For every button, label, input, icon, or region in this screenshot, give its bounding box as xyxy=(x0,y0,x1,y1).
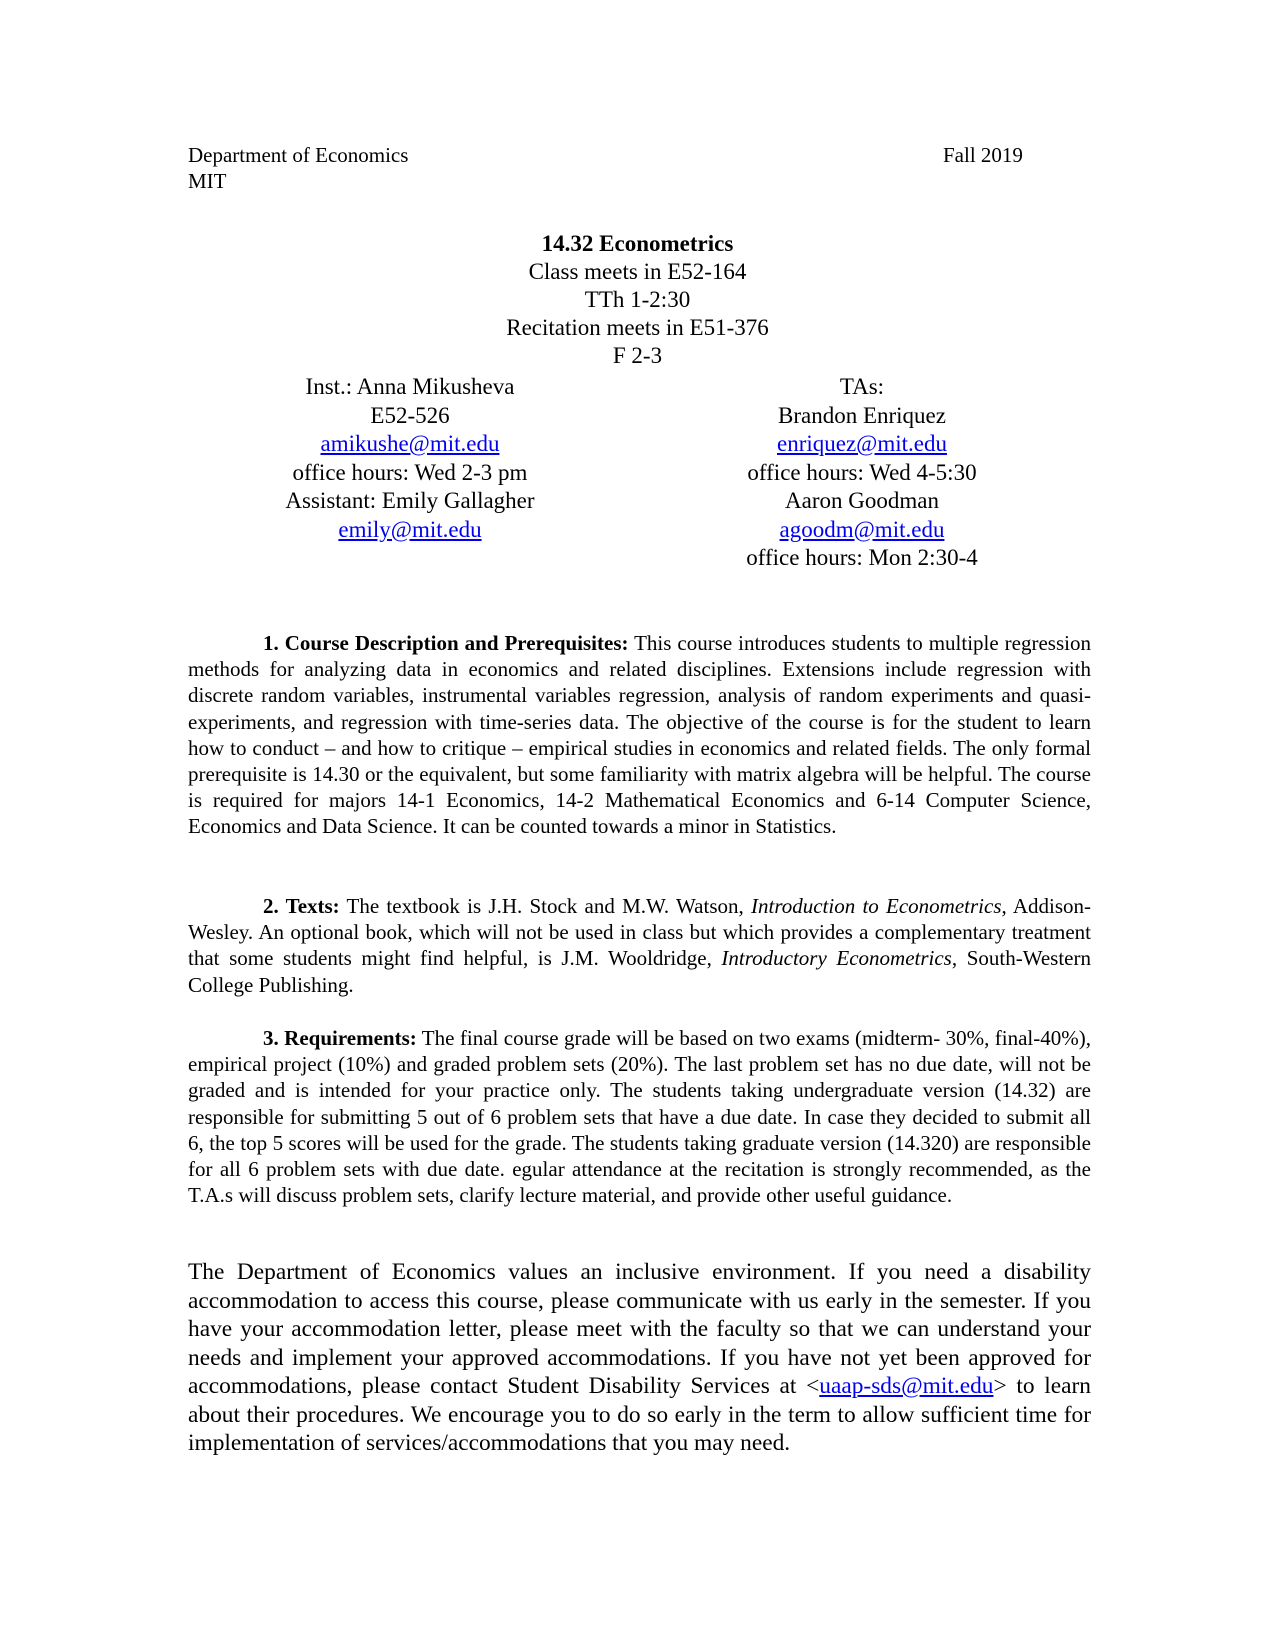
assistant-email-link[interactable]: emily@mit.edu xyxy=(338,516,482,542)
section-2-text-a: The textbook is J.H. Stock and M.W. Watson, xyxy=(339,894,751,918)
ta-heading: TAs: xyxy=(839,374,885,399)
ta1-email-link[interactable]: enriquez@mit.edu xyxy=(777,431,947,456)
ta2-email-link[interactable]: agoodm@mit.edu xyxy=(779,516,945,542)
institution-name: MIT xyxy=(188,169,227,193)
section-texts xyxy=(188,893,1091,998)
recitation-time: F 2-3 xyxy=(612,343,663,368)
header-left xyxy=(188,142,408,194)
ta2-name: Aaron Goodman xyxy=(785,488,939,513)
instructor-office: E52-526 xyxy=(370,402,450,428)
ta2-office-hours: office hours: Mon 2:30-4 xyxy=(746,545,978,570)
section-requirements xyxy=(188,1025,1091,1208)
ta1-name: Brandon Enriquez xyxy=(778,402,946,428)
section-3-heading: 3. Requirements: xyxy=(263,1026,417,1050)
section-1-heading: 1. Course Description and Prerequisites: xyxy=(263,631,629,655)
instructor-office-hours: office hours: Wed 2-3 pm xyxy=(292,459,528,485)
accessibility-text-a: The Department of Economics values an inclusive environment. If you need a disability accommodation to access this course, please communicate with us early in the semester. If you have your accommodation letter, please meet with the faculty so that we can understand your needs and implement your approved accommodations. If you have not yet been approved for accommodations, please contact Student Disability Services at < xyxy=(188,1259,1091,1399)
ta-block xyxy=(712,373,1012,573)
section-1-text: This course introduces students to multiple regression methods for analyzing data in economics and related disciplines. Extensions include regression with discrete random variables, instrumental variables regression, analysis of random experiments and quasi-experiments, and regression with time-series data. The objective of the course is for the student to learn how to conduct – and how to critique – empirical studies in economics and related fields. The only formal prerequisite is 14.30 or the equivalent, but some familiarity with matrix algebra will be helpful. The course is required for majors 14-1 Economics, 14-2 Mathematical Economics and 6-14 Computer Science, Economics and Data Science. It can be counted towards a minor in Statistics. xyxy=(188,631,1091,839)
instructor-email-link[interactable]: amikushe@mit.edu xyxy=(320,431,500,456)
accessibility-text-b: > to learn about their procedures. We encourage you to do so early in the term to allow sufficient time for implementation of services/accommodations that you may need. xyxy=(188,1373,1092,1456)
optional-book-title: Introductory Econometrics xyxy=(721,946,952,971)
instructor-name: Inst.: Anna Mikusheva xyxy=(305,374,515,399)
section-course-description xyxy=(188,630,1091,840)
disability-services-email-link[interactable]: uaap-sds@mit.edu xyxy=(819,1373,994,1399)
accessibility-statement xyxy=(188,1258,1091,1458)
section-2-heading: 2. Texts: xyxy=(263,894,340,918)
term-label: Fall 2019 xyxy=(943,143,1023,167)
course-title-block xyxy=(0,230,1275,370)
section-3-text: The final course grade will be based on two exams (midterm- 30%, final-40%), empirical project (10%) and graded problem sets (20%). The last problem set has no due date, will not be graded and is intended for your practice only. The students taking undergraduate version (14.32) are responsible for submitting 5 out of 6 problem sets that have a due date. In case they decided to submit all 6, the top 5 scores will be used for the grade. The students taking graduate version (14.320) are responsible for all 6 problem sets with due date. egular attendance at the recitation is strongly recommended, as the T.A.s will discuss problem sets, clarify lecture material, and provide other useful guidance. xyxy=(188,1026,1091,1208)
instructor-block xyxy=(260,373,560,544)
class-time: TTh 1-2:30 xyxy=(584,287,691,312)
assistant-name: Assistant: Emily Gallagher xyxy=(285,488,535,513)
section-2-text-b: , Addison-Wesley. An optional book, which will not be used in class but which provides a complementary treatment that some students might find helpful, is J.M. Wooldridge, xyxy=(188,894,1091,971)
ta1-office-hours: office hours: Wed 4-5:30 xyxy=(747,459,977,485)
department-name: Department of Economics xyxy=(188,143,409,167)
section-2-text-c: , South-Western College Publishing. xyxy=(188,946,1091,997)
course-title: 14.32 Econometrics xyxy=(541,231,734,256)
class-location: Class meets in E52-164 xyxy=(528,259,747,284)
textbook-title: Introduction to Econometrics xyxy=(751,894,1002,918)
recitation-location: Recitation meets in E51-376 xyxy=(506,315,769,340)
